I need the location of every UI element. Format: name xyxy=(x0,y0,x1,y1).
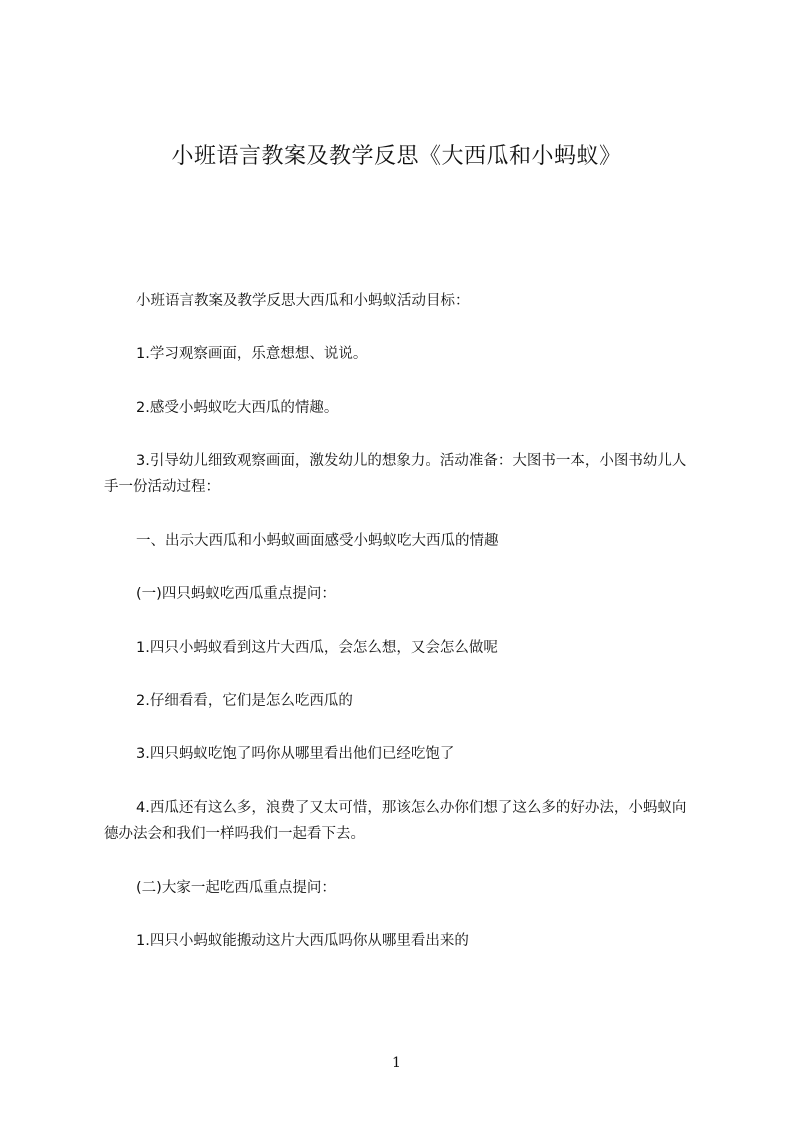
paragraph-goal-1: 1.学习观察画面，乐意想想、说说。 xyxy=(136,346,368,362)
page-number: 1 xyxy=(392,1055,401,1071)
paragraph-goal-2: 2.感受小蚂蚁吃大西瓜的情趣。 xyxy=(136,400,339,416)
paragraph-question-4: 4.西瓜还有这么多，浪费了又太可惜，那该怎么办你们想了这么多的好办法，小蚂蚁向德办法会和我们一样吗我们一起看下去。 xyxy=(104,800,687,842)
paragraph-question-2: 2.仔细看看，它们是怎么吃西瓜的 xyxy=(136,693,353,709)
paragraph-section-1: 一、出示大西瓜和小蚂蚁画面感受小蚂蚁吃大西瓜的情趣 xyxy=(136,533,499,549)
paragraph-intro: 小班语言教案及教学反思大西瓜和小蚂蚁活动目标： xyxy=(136,293,470,309)
paragraph-question-5: 1.四只小蚂蚁能搬动这片大西瓜吗你从哪里看出来的 xyxy=(136,933,469,949)
paragraph-subsection-1: (一)四只蚂蚁吃西瓜重点提问： xyxy=(136,586,336,602)
document-title: 小班语言教案及教学反思《大西瓜和小蚂蚁》 xyxy=(171,144,622,169)
paragraph-question-3: 3.四只蚂蚁吃饱了吗你从哪里看出他们已经吃饱了 xyxy=(136,746,455,762)
paragraph-subsection-2: (二)大家一起吃西瓜重点提问： xyxy=(136,880,336,896)
paragraph-goal-3: 3.引导幼儿细致观察画面，激发幼儿的想象力。活动准备：大图书一本，小图书幼儿人手一份活动过程： xyxy=(104,453,687,495)
paragraph-question-1: 1.四只小蚂蚁看到这片大西瓜，会怎么想，又会怎么做呢 xyxy=(136,640,498,656)
